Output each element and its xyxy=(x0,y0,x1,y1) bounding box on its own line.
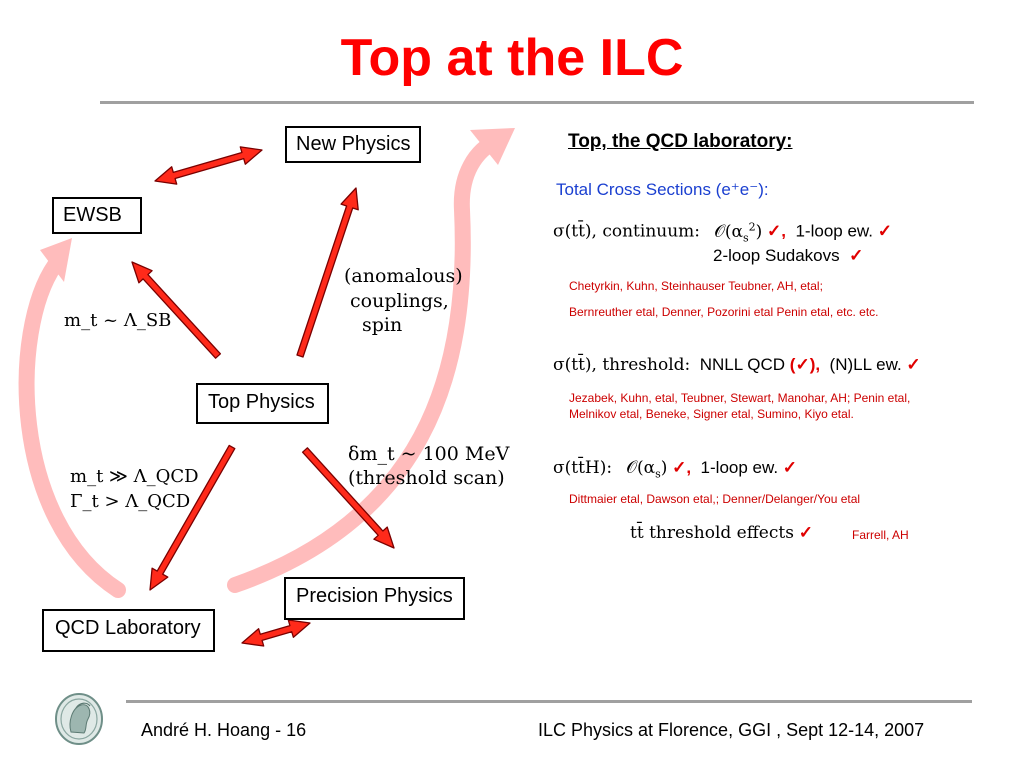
refs-continuum-2: Bernreuther etal, Denner, Pozorini etal Penin etal, etc. etc. xyxy=(569,305,879,319)
continuum-loop: 1-loop ew. xyxy=(795,221,873,241)
ewsb-label: EWSB xyxy=(63,204,122,226)
box-top-physics xyxy=(196,383,329,424)
label-mt-lambda-sb: m_t ~ Λ_SB xyxy=(64,310,172,331)
box-qcd-laboratory xyxy=(42,609,215,652)
refs-threshold: Jezabek, Kuhn, etal, Teubner, Stewart, Manohar, AH; Penin etal, Melnikov etal, Beneke, Signer etal, Sumino, Kiyo etal. xyxy=(569,391,911,421)
threshold-effects-row xyxy=(630,523,813,543)
tth-sigma: σ(tt̄H): xyxy=(553,458,613,478)
check-icon: (✓), xyxy=(789,355,821,374)
check-icon: ✓ xyxy=(798,523,813,542)
threshold-row xyxy=(553,355,921,375)
label-couplings: couplings, xyxy=(350,290,449,312)
refs-tth: Dittmaier etal, Dawson etal,; Denner/Delanger/You etal xyxy=(569,492,861,506)
label-threshold-scan: (threshold scan) xyxy=(348,467,505,489)
minerva-logo-icon xyxy=(54,692,104,746)
new-physics-label: New Physics xyxy=(296,133,411,155)
sudakovs-label: 2-loop Sudakovs xyxy=(713,246,840,265)
check-icon: ✓, xyxy=(672,458,692,477)
check-icon: ✓ xyxy=(877,221,892,241)
continuum-order: $𝒪(\alpha_s^2)$ xyxy=(714,220,763,245)
panel-heading: Top, the QCD laboratory: xyxy=(568,131,793,152)
check-icon: ✓ xyxy=(782,458,798,477)
check-icon: ✓ xyxy=(849,246,864,265)
box-new-physics xyxy=(285,126,421,163)
slide-title: Top at the ILC xyxy=(340,29,684,87)
top-physics-label: Top Physics xyxy=(208,391,315,413)
tth-order: $𝒪(\alpha_s)$ xyxy=(626,458,668,481)
tth-row xyxy=(553,458,797,480)
refs-threshold-effects: Farrell, AH xyxy=(852,528,909,542)
sudakovs-row xyxy=(713,246,863,266)
precision-physics-label: Precision Physics xyxy=(296,585,453,607)
box-precision-physics xyxy=(284,577,465,620)
threshold-nnll: NNLL QCD xyxy=(699,355,786,374)
label-gamma-qcd: Γ_t > Λ_QCD xyxy=(70,491,191,512)
label-delta-mt: δm_t ~ 100 MeV xyxy=(348,443,510,465)
check-icon: ✓, xyxy=(767,221,787,241)
check-icon: ✓ xyxy=(906,355,921,374)
threshold-sigma: σ(tt̄), threshold: xyxy=(553,355,691,375)
label-anomalous: (anomalous) xyxy=(344,265,463,287)
footer-author: André H. Hoang - 16 xyxy=(141,720,307,740)
refs-continuum-1: Chetyrkin, Kuhn, Steinhauser Teubner, AH, etal; xyxy=(569,279,823,293)
arrow-qcd-precision xyxy=(242,620,310,646)
footer-divider xyxy=(126,700,972,703)
continuum-sigma: σ(tt̄), continuum: xyxy=(553,221,701,242)
footer-event: ILC Physics at Florence, GGI , Sept 12-14, 2007 xyxy=(538,720,925,740)
qcd-laboratory-label: QCD Laboratory xyxy=(55,617,201,639)
threshold-effects-label: tt̄ threshold effects xyxy=(630,523,794,543)
tth-loop: 1-loop ew. xyxy=(700,458,779,477)
label-mt-qcd: m_t ≫ Λ_QCD xyxy=(70,466,199,487)
continuum-row xyxy=(553,220,892,244)
label-spin: spin xyxy=(362,314,403,336)
box-ewsb xyxy=(52,197,142,234)
threshold-nll: (N)LL ew. xyxy=(829,355,902,374)
arrow-ewsb-new-physics xyxy=(155,147,262,184)
total-cross-sections-label: Total Cross Sections (e⁺e⁻): xyxy=(556,180,769,199)
